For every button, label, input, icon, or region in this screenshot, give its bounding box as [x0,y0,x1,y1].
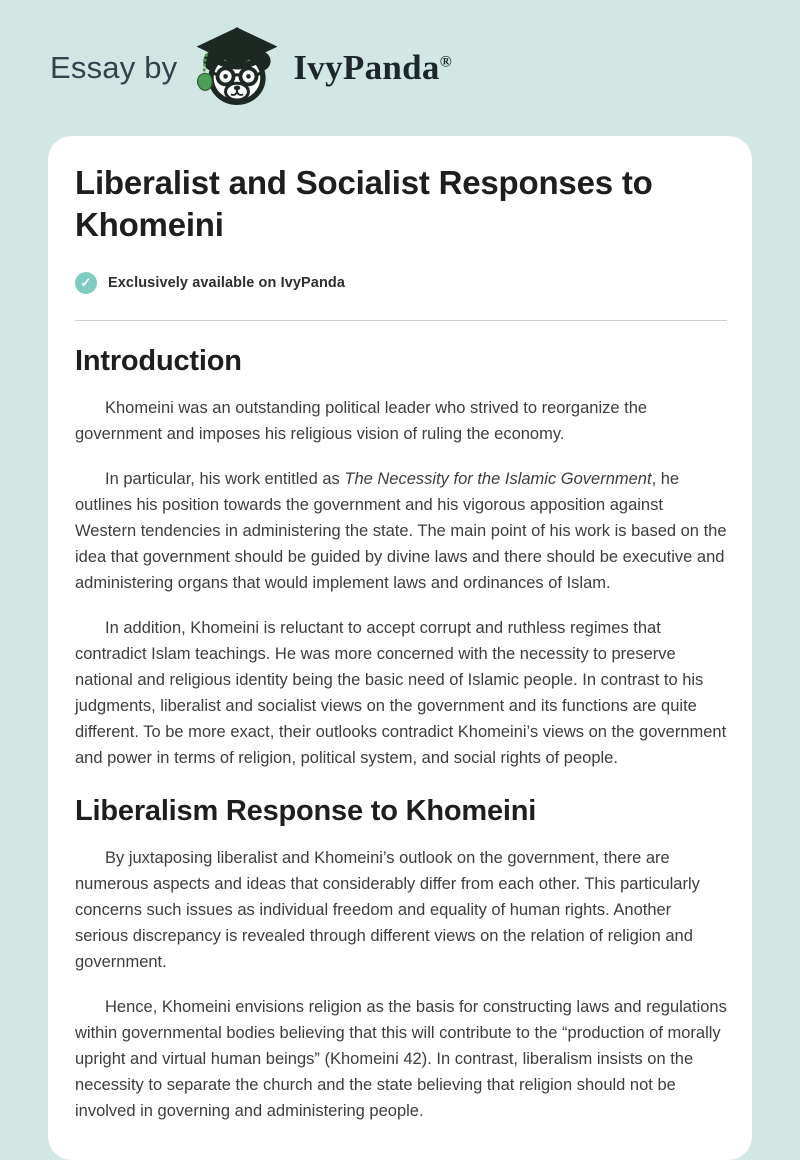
paragraph [75,395,727,447]
text-run: In addition, Khomeini is reluctant to accept corrupt and ruthless regimes that contradict Islam teachings. He was more concerned with the necessity to preserve national and religious identity being the basic need of Islamic people. In contrast to his judgments, liberalist and socialist views on the government and its functions are quite different. To be more exact, their outlooks contradict Khomeini’s views on the government and power in terms of religion, political system, and social rights of people. [75,619,727,767]
section-heading: Liberalism Response to Khomeini [75,795,537,827]
text-run: Khomeini was an outstanding political leader who strived to reorganize the government and imposes his religious vision of ruling the economy. [75,399,648,443]
brand-name: IvyPanda [293,48,440,87]
check-icon: ✓ [75,272,97,294]
article-sections [75,345,727,1124]
site-header [0,0,800,136]
essay-by-label: Essay by [50,50,178,85]
essay-card [48,136,752,1160]
ivypanda-logo-icon [191,26,283,110]
paragraph [75,994,727,1124]
paragraph [75,466,727,596]
brand-wordmark [293,48,452,88]
essay-title: Liberalist and Socialist Responses to Khomeini [75,164,653,243]
text-run: By juxtaposing liberalist and Khomeini’s outlook on the government, there are numerous aspects and ideas that considerably differ from each other. This particularly concerns such issues as individual freedom and equality of human rights. Another serious discrepancy is revealed through different views on the relation of religion and government. [75,849,700,971]
divider [75,320,727,321]
text-run: In particular, his work entitled as [105,470,345,488]
registered-mark: ® [439,53,452,71]
paragraph [75,845,727,975]
text-run: , he outlines his position towards the government and his vigorous apposition against Western tendencies in administering the state. The main point of his work is based on the idea that government should be guided by divine laws and there should be executive and administering organs that would implement laws and ordinances of Islam. [75,470,727,592]
section-heading: Introduction [75,345,242,377]
exclusive-badge-label: Exclusively available on IvyPanda [108,275,346,291]
text-run: Hence, Khomeini envisions religion as the basis for constructing laws and regulations within governmental bodies believing that this will contribute to the “production of morally upright and virtual human beings” (Khomeini 42). In contrast, liberalism insists on the necessity to separate the church and the state believing that religion should not be involved in governing and administering people. [75,998,727,1120]
paragraph [75,615,727,771]
italic-text-run: The Necessity for the Islamic Government [344,470,652,488]
exclusive-badge [75,272,727,294]
